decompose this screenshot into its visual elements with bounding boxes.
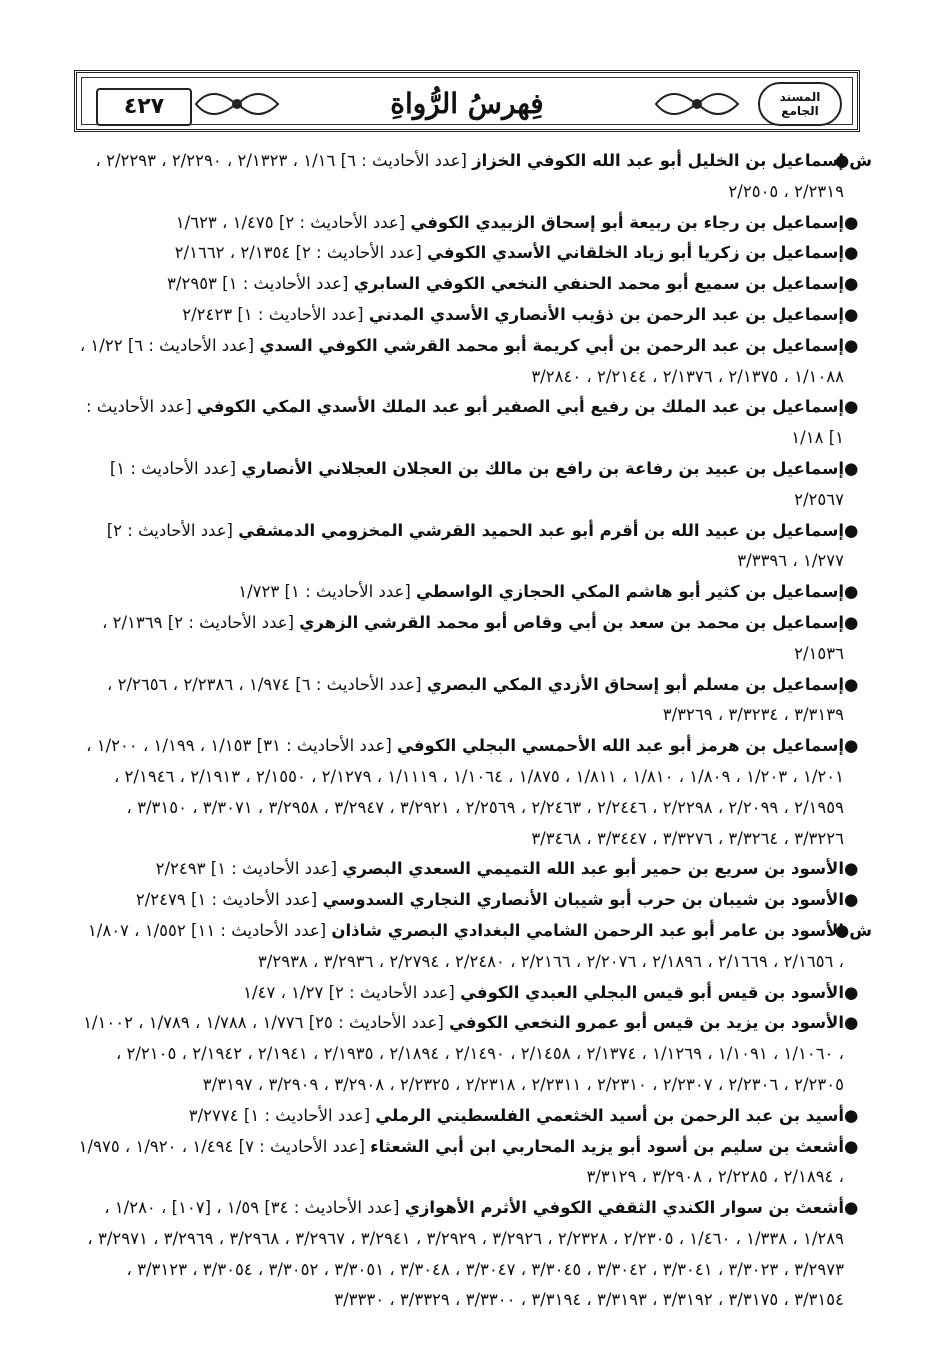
index-entry <box>78 731 872 854</box>
narrator-name: أسيد بن عبد الرحمن بن أسيد الخثعمي الفلسطيني الرملي <box>375 1105 844 1125</box>
index-entry <box>78 608 872 670</box>
bullet-marker: ● <box>844 674 859 694</box>
hadith-references: ٢/٢٤٢٣ <box>182 304 233 324</box>
bullet-marker: ● <box>844 1136 859 1156</box>
hadith-count: [عدد الأحاديث : ٧] <box>238 1136 365 1156</box>
narrator-name: الأسود بن قيس أبو قيس البجلي العبدي الكوفي <box>460 982 844 1002</box>
narrator-name: أشعث بن سوار الكندي الثقفي الكوفي الأثرم الأهوازي <box>404 1198 844 1218</box>
index-entry <box>78 854 872 885</box>
index-entry <box>78 331 872 393</box>
index-entry <box>78 300 872 331</box>
bullet-marker: ● <box>844 736 859 756</box>
hadith-count: [عدد الأحاديث : ٦] <box>340 151 467 170</box>
bullet-marker: ● <box>844 335 859 355</box>
hadith-references: ١/١٨ <box>791 428 824 448</box>
hadith-count: [عدد الأحاديث : ١] <box>243 1105 371 1125</box>
narrator-name: إسماعيل بن الخليل أبو عبد الله الكوفي الخزاز <box>472 151 844 170</box>
hadith-count: [عدد الأحاديث : ١] <box>190 890 318 910</box>
narrator-name: إسماعيل بن عبد الملك بن رفيع أبي الصفير أبو عبد الملك الأسدي المكي الكوفي <box>196 397 844 417</box>
hadith-references: ١/٤٧٥ ، ١/٦٢٣ <box>175 212 274 232</box>
index-entry <box>78 1132 872 1194</box>
narrator-name: إسماعيل بن رجاء بن ربيعة أبو إسحاق الزبيدي الكوفي <box>410 212 844 232</box>
bullet-marker: ● <box>844 859 859 879</box>
index-entry <box>78 577 872 608</box>
narrator-name: الأسود بن سريع بن حمير أبو عبد الله التميمي السعدي البصري <box>342 859 844 879</box>
bullet-marker: ● <box>844 1013 859 1033</box>
page-number: ٤٢٧ <box>96 88 192 126</box>
index-entry <box>78 885 872 916</box>
index-entry <box>78 916 872 978</box>
ornament-right-icon <box>652 80 742 128</box>
bullet-marker: ● <box>844 458 859 478</box>
hadith-references: ١/٤٩٤ ، ١/٩٢٠ ، ١/٩٧٥ ، ٢/١٨٩٤ ، ٢/٢٢٨٥ ، ٣/٢٩٠٨ ، ٣/٣١٢٩ <box>78 1136 844 1187</box>
narrators-index <box>78 146 872 1316</box>
hadith-count: [عدد الأحاديث : ١] <box>109 458 237 478</box>
bullet-marker: ● <box>844 304 859 324</box>
bullet-marker: ● <box>844 1198 859 1218</box>
hadith-references: ٢/١٣٦٩ ، ٢/١٥٣٦ <box>102 612 844 663</box>
hadith-count: [عدد الأحاديث : ١] <box>284 582 411 602</box>
hadith-count: [عدد الأحاديث : ٣١] <box>256 736 392 756</box>
index-entry <box>78 392 872 454</box>
bullet-marker: ● <box>844 890 859 910</box>
index-entry <box>78 516 872 578</box>
page-header <box>74 70 860 132</box>
index-entry <box>78 1008 872 1100</box>
hadith-count: [عدد الأحاديث : ١] <box>210 859 338 879</box>
hadith-count: [عدد الأحاديث : ٢٥] <box>308 1013 444 1033</box>
index-entry <box>78 208 872 239</box>
narrator-name: إسماعيل بن عبد الرحمن بن ذؤيب الأنصاري الأسدي المدني <box>368 304 844 324</box>
narrator-name: إسماعيل بن محمد بن سعد بن أبي وقاص أبو محمد القرشي الزهري <box>299 612 844 632</box>
bullet-marker: ● <box>844 982 859 1002</box>
narrator-name: إسماعيل بن عبيد الله بن أقرم أبو عبد الحميد القرشي المخزومي الدمشقي <box>238 520 844 540</box>
bullet-marker: ● <box>844 274 859 294</box>
index-entry <box>78 1101 872 1132</box>
bullet-marker: ● <box>844 582 859 602</box>
hadith-references: ٣/٢٧٧٤ <box>188 1105 239 1125</box>
narrator-name: الأسود بن يزيد بن قيس أبو عمرو النخعي الكوفي <box>449 1013 844 1033</box>
bullet-marker: ● <box>844 612 859 632</box>
narrator-name: الأسود بن شيبان بن حرب أبو شيبان الأنصاري النجاري السدوسي <box>322 890 844 910</box>
hadith-references: ١/٥٩ ، [١٠٧] ، ١/٢٨٠ ، ١/٢٨٩ ، ١/٣٣٨ ، ١/٤٦٠ ، ٢/٢٣٠٥ ، ٢/٢٣٢٨ ، ٣/٢٩٢٦ ، ٣/٢٩٢٩ ، ٣/٢٩٤١ ، ٣/٢٩٦٧ ، ٣/٢٩٦٨ ، ٣/٢٩٦٩ ، ٣/٢٩٧١ ، ٣/٢٩٧٣ ، ٣/٣٠٢٣ ، ٣/٣٠٤١ ، ٣/٣٠٤٢ ، ٣/٣٠٤٥ ، ٣/٣٠٤٧ ، ٣/٣٠٤٨ ، ٣/٣٠٥١ ، ٣/٣٠٥٢ ، ٣/٣٠٥٤ ، ٣/٣١٢٣ ، ٣/٣١٥٤ ، ٣/٣١٧٥ ، ٣/٣١٩٢ ، ٣/٣١٩٣ ، ٣/٣١٩٤ ، ٣/٣٣٠٠ ، ٣/٣٣٢٩ ، ٣/٣٣٣٠ <box>87 1198 844 1310</box>
book-logo: المسند الجامع <box>758 82 842 126</box>
hadith-count: [عدد الأحاديث : ٢] <box>167 612 295 632</box>
narrator-name: إسماعيل بن سميع أبو محمد الحنفي النخعي الكوفي السابري <box>353 274 844 294</box>
hadith-count: [عدد الأحاديث : ٢] <box>295 243 422 263</box>
index-entry <box>78 146 872 208</box>
hadith-references: ٢/٢٥٦٧ <box>794 489 844 509</box>
hadith-count: [عدد الأحاديث : ١] <box>222 274 349 294</box>
hadith-references: ١/٧٧٦ ، ١/٧٨٨ ، ١/٧٨٩ ، ١/١٠٠٢ ، ١/١٠٦٠ ، ١/١٠٩١ ، ١/١٢٦٩ ، ٢/١٣٧٤ ، ٢/١٤٥٨ ، ٢/١٤٩٠ ، ٢/١٨٩٤ ، ٢/١٩٣٥ ، ٢/١٩٤١ ، ٢/١٩٤٢ ، ٢/٢١٠٥ ، ٢/٢٣٠٥ ، ٢/٢٣٠٦ ، ٢/٢٣٠٧ ، ٢/٢٣١٠ ، ٢/٢٣١١ ، ٢/٢٣١٨ ، ٢/٢٣٢٥ ، ٣/٢٩٠٨ ، ٣/٢٩٠٩ ، ٣/٣١٩٧ <box>83 1013 844 1094</box>
narrator-name: أشعث بن سليم بن أسود أبو يزيد المحاربي ابن أبي الشعثاء <box>370 1136 844 1156</box>
hadith-count: [عدد الأحاديث : ٦] <box>127 335 255 355</box>
bullet-marker: ش● <box>834 151 872 170</box>
hadith-count: [عدد الأحاديث : ٦] <box>295 674 422 694</box>
hadith-count: [عدد الأحاديث : ٢] <box>106 520 233 540</box>
narrator-name: إسماعيل بن مسلم أبو إسحاق الأزدي المكي البصري <box>426 674 844 694</box>
hadith-count: [عدد الأحاديث : ٢] <box>278 212 406 232</box>
index-entry <box>78 670 872 732</box>
bullet-marker: ● <box>844 212 859 232</box>
hadith-count: [عدد الأحاديث : ٢] <box>328 982 455 1002</box>
hadith-references: ٣/٢٩٥٣ <box>167 274 217 294</box>
bullet-marker: ش● <box>834 920 872 940</box>
narrator-name: إسماعيل بن عبد الرحمن بن أبي كريمة أبو محمد القرشي الكوفي السدي <box>259 335 844 355</box>
narrator-name: إسماعيل بن عبيد بن رفاعة بن رافع بن مالك بن العجلان العجلاني الأنصاري <box>241 458 844 478</box>
header-frame <box>81 77 853 125</box>
hadith-count: [عدد الأحاديث : ١] <box>85 397 844 448</box>
hadith-count: [عدد الأحاديث : ١] <box>237 304 364 324</box>
hadith-references: ١/٢٢ ، ١/١٠٨٨ ، ٢/١٣٧٥ ، ٢/١٣٧٦ ، ٢/٢١٤٤ ، ٣/٢٨٤٠ <box>79 335 844 386</box>
index-entry <box>78 454 872 516</box>
index-entry <box>78 978 872 1009</box>
hadith-references: ١/٩٧٤ ، ٢/٢٣٨٦ ، ٢/٢٦٥٦ ، ٣/٣١٣٩ ، ٣/٣٢٣٤ ، ٣/٣٢٦٩ <box>107 674 844 725</box>
hadith-references: ١/١٥٣ ، ١/١٩٩ ، ١/٢٠٠ ، ١/٢٠١ ، ١/٢٠٣ ، ١/٨٠٩ ، ١/٨١٠ ، ١/٨١١ ، ١/٨٧٥ ، ١/١٠٦٤ ، ١/١١١٩ ، ٢/١٢٧٩ ، ٢/١٥٥٠ ، ٢/١٩١٣ ، ٢/١٩٤٦ ، ٢/١٩٥٩ ، ٢/٢٠٩٩ ، ٢/٢٢٩٨ ، ٢/٢٤٤٦ ، ٢/٢٤٦٣ ، ٢/٢٥٦٩ ، ٣/٢٩٢١ ، ٣/٢٩٤٧ ، ٣/٢٩٥٨ ، ٣/٣٠٧١ ، ٣/٣١٥٠ ، ٣/٣٢٢٦ ، ٣/٣٢٦٤ ، ٣/٣٢٧٦ ، ٣/٣٤٤٧ ، ٣/٣٤٦٨ <box>86 736 844 848</box>
page-title: فِهرسُ الرُّواةِ <box>390 87 544 120</box>
hadith-references: ١/٢٧ ، ١/٤٧ <box>243 982 324 1002</box>
hadith-references: ١/٧٢٣ <box>238 582 280 602</box>
hadith-references: ٢/١٣٥٤ ، ٢/١٦٦٢ <box>174 243 291 263</box>
bullet-marker: ● <box>844 520 859 540</box>
index-entry <box>78 269 872 300</box>
hadith-count: [عدد الأحاديث : ١١] <box>191 920 327 940</box>
narrator-name: إسماعيل بن زكريا أبو زياد الخلقاني الأسدي الكوفي <box>427 243 844 263</box>
narrator-name: إسماعيل بن كثير أبو هاشم المكي الحجازي الواسطي <box>416 582 844 602</box>
hadith-references: ٢/٢٤٧٩ <box>135 890 186 910</box>
hadith-references: ١/٢٧٧ ، ٣/٣٣٩٦ <box>737 551 844 571</box>
hadith-references: ١/١٦ ، ٢/١٣٢٣ ، ٢/٢٢٩٠ ، ٢/٢٢٩٣ ، ٢/٢٣١٩ ، ٢/٢٥٠٥ <box>95 151 844 201</box>
hadith-references: ١/٥٥٢ ، ١/٨٠٧ ، ٢/١٦٥٦ ، ٢/١٦٦٩ ، ٢/١٨٩٦ ، ٢/٢٠٧٦ ، ٢/٢١٦٦ ، ٢/٢٤٨٠ ، ٢/٢٧٩٤ ، ٣/٢٩٣٦ ، ٣/٢٩٣٨ <box>87 920 844 971</box>
narrator-name: إسماعيل بن هرمز أبو عبد الله الأحمسي البجلي الكوفي <box>397 736 844 756</box>
index-entry <box>78 238 872 269</box>
hadith-count: [عدد الأحاديث : ٣٤] <box>264 1198 400 1218</box>
hadith-references: ٢/٢٤٩٣ <box>155 859 206 879</box>
bullet-marker: ● <box>844 1105 859 1125</box>
index-entry <box>78 1193 872 1316</box>
narrator-name: الأسود بن عامر أبو عبد الرحمن الشامي البغدادي البصري شاذان <box>331 920 844 940</box>
bullet-marker: ● <box>844 397 859 417</box>
bullet-marker: ● <box>844 243 859 263</box>
